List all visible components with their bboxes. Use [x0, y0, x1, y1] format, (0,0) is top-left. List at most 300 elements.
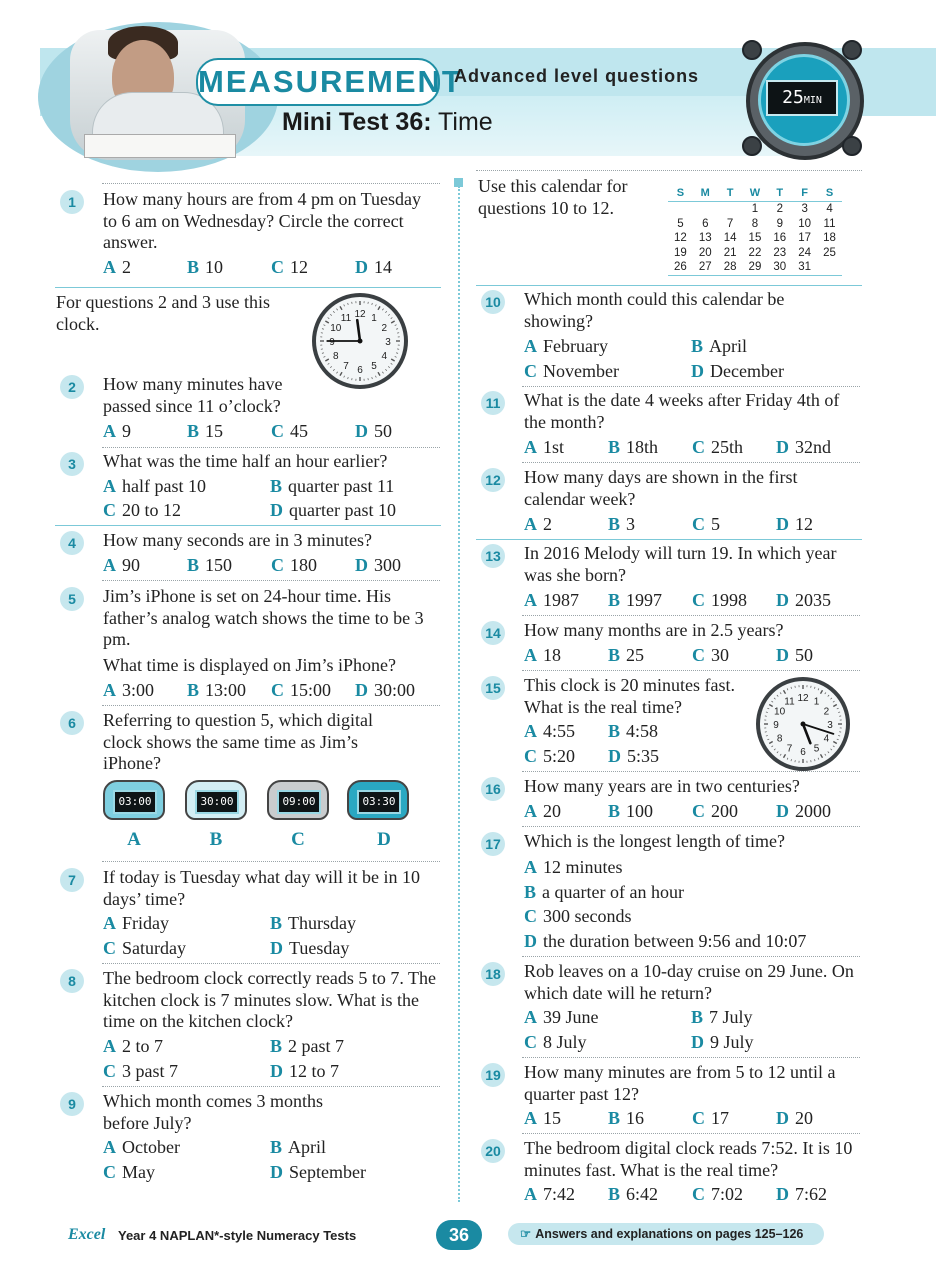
- option-b[interactable]: B 13:00: [187, 680, 247, 700]
- calendar-day-header: F: [792, 186, 817, 202]
- mini-test-label: Mini Test 36:: [282, 108, 432, 136]
- divider: [522, 956, 860, 957]
- clock-number: 12: [797, 693, 809, 704]
- clock-number: 4: [823, 733, 830, 745]
- question-text: How many days are shown in the first calendar week?: [524, 467, 798, 509]
- option-c[interactable]: C 300 seconds: [524, 906, 632, 926]
- option-b[interactable]: B 15: [187, 421, 224, 441]
- calendar-date-cell: 20: [698, 246, 712, 259]
- clock-tick: [348, 377, 349, 379]
- clock-tick: [825, 692, 826, 694]
- option-b[interactable]: B 150: [187, 555, 233, 575]
- clock-label: A: [127, 829, 141, 850]
- clock-tick: [325, 321, 328, 323]
- mini-test-topic: Time: [431, 108, 493, 136]
- question-number: 4: [60, 531, 84, 555]
- option-d[interactable]: D the duration between 9:56 and 10:07: [524, 931, 807, 951]
- question-number: 14: [481, 621, 505, 645]
- clock-tick: [348, 303, 349, 305]
- clock-number: 11: [340, 312, 352, 324]
- question-text: How many seconds are in 3 minutes?: [103, 530, 372, 550]
- calendar-date-cell: [693, 202, 718, 217]
- clock-tick: [322, 329, 324, 330]
- option-d[interactable]: D 12: [776, 514, 813, 534]
- option-c[interactable]: C 3 past 7: [103, 1061, 178, 1081]
- calendar-week-row: [668, 260, 842, 275]
- option-a[interactable]: A 2 to 7: [103, 1036, 164, 1056]
- timer-unit: MIN: [803, 95, 822, 106]
- answers-note: [508, 1223, 824, 1245]
- option-d[interactable]: D 20: [776, 1108, 813, 1128]
- clock-tick: [787, 688, 788, 690]
- clock-number: 2: [823, 706, 830, 718]
- calendar-header-row: [668, 186, 842, 202]
- clock-tick: [322, 353, 324, 354]
- clock-number: 7: [786, 743, 793, 755]
- option-d[interactable]: D 2035: [776, 590, 831, 610]
- clock-number: 8: [332, 351, 339, 362]
- digital-clock-d[interactable]: [347, 780, 409, 824]
- option-a[interactable]: A 7:42: [524, 1184, 576, 1204]
- clock-tick: [767, 739, 769, 740]
- option-d[interactable]: D 7:62: [776, 1184, 828, 1204]
- analog-clock-q2: [312, 293, 408, 389]
- calendar-week-row: [668, 202, 842, 217]
- calendar-date-cell: 14: [723, 232, 737, 245]
- option-c[interactable]: C 180: [271, 555, 317, 575]
- option-d[interactable]: D September: [270, 1162, 366, 1182]
- clock-number: 2: [381, 323, 388, 334]
- clock-tick: [382, 309, 383, 311]
- question-number: 1: [60, 190, 84, 214]
- option-a[interactable]: A 39 June: [524, 1007, 599, 1027]
- clock-tick: [396, 329, 398, 330]
- option-a[interactable]: A 15: [524, 1108, 561, 1128]
- calendar-date-cell: 17: [798, 232, 812, 245]
- calendar-date-cell: 22: [748, 246, 762, 259]
- question-number: 5: [60, 587, 84, 611]
- clock-tick: [833, 705, 836, 707]
- clock-tick: [837, 708, 839, 709]
- clock-tick: [830, 749, 831, 750]
- option-b[interactable]: B 10: [187, 257, 224, 277]
- question-text: How many months are in 2.5 years?: [524, 620, 784, 640]
- section-divider: [55, 525, 441, 526]
- option-d[interactable]: D 14: [355, 257, 392, 277]
- option-a[interactable]: A 9: [103, 421, 131, 441]
- clock-tick: [818, 688, 819, 690]
- instruction-text: For questions 2 and 3 use this clock.: [56, 292, 270, 334]
- clock-tick: [784, 690, 786, 693]
- clock-face: [316, 297, 404, 385]
- clock-tick: [323, 325, 325, 326]
- calendar-date-cell: [668, 202, 693, 217]
- option-d[interactable]: D Tuesday: [270, 938, 350, 958]
- option-c[interactable]: C 20 to 12: [103, 500, 182, 520]
- option-a[interactable]: A 18: [524, 645, 561, 665]
- calendar-date-cell: 24: [798, 246, 812, 259]
- calendar-date-cell: 27: [693, 260, 718, 275]
- student-book: [84, 134, 236, 158]
- option-b[interactable]: B Thursday: [270, 913, 356, 933]
- clock-tick: [388, 314, 389, 315]
- clock-tick: [336, 309, 337, 311]
- option-c[interactable]: C November: [524, 361, 619, 381]
- column-divider: [458, 186, 460, 1202]
- clock-tick: [375, 376, 376, 378]
- clock-tick: [333, 369, 334, 370]
- clock-center: [358, 339, 363, 344]
- option-a[interactable]: A February: [524, 336, 608, 356]
- question-number: 17: [481, 832, 505, 856]
- calendar-date-cell: 31: [792, 260, 817, 275]
- option-c[interactable]: C 5:20: [524, 746, 576, 766]
- option-a[interactable]: A October: [103, 1137, 180, 1157]
- calendar: [668, 186, 842, 276]
- option-d[interactable]: D 9 July: [691, 1032, 754, 1052]
- clock-tick: [825, 754, 826, 756]
- calendar-date-cell: [718, 202, 743, 217]
- option-a[interactable]: A 20: [524, 801, 561, 821]
- option-b[interactable]: B 6:42: [608, 1184, 659, 1204]
- option-d[interactable]: D 30:00: [355, 680, 416, 700]
- question-number: 8: [60, 969, 84, 993]
- clock-tick: [385, 369, 386, 370]
- question-text: How many minutes have passed since 11 o’clock?: [103, 374, 283, 416]
- clock-tick: [391, 321, 394, 323]
- option-d[interactable]: D 32nd: [776, 437, 831, 457]
- section-divider: [476, 285, 862, 286]
- question-text: How many hours are from 4 pm on Tuesday to 6 am on Wednesday? Circle the correct answer.: [103, 189, 421, 252]
- option-a[interactable]: A half past 10: [103, 476, 206, 496]
- divider: [102, 1086, 440, 1087]
- timer-knob: [842, 136, 862, 156]
- question-number: 20: [481, 1139, 505, 1163]
- option-a[interactable]: A 3:00: [103, 680, 155, 700]
- question-number: 11: [481, 391, 505, 415]
- divider: [522, 771, 860, 772]
- calendar-date-cell: 29: [743, 260, 768, 275]
- clock-tick: [372, 377, 373, 379]
- calendar-date-cell: [817, 260, 842, 275]
- question-text: Which month could this calendar be showing?: [524, 289, 785, 331]
- question-text: This clock is 20 minutes fast. What is the real time?: [524, 675, 735, 717]
- option-b[interactable]: B April: [270, 1137, 327, 1157]
- clock-number: 1: [813, 696, 820, 708]
- question-text: Which is the longest length of time?: [524, 831, 785, 851]
- question-text-2: What time is displayed on Jim’s iPhone?: [103, 655, 396, 675]
- calendar-date-cell: 26: [668, 260, 693, 275]
- option-b[interactable]: B quarter past 11: [270, 476, 395, 496]
- calendar-date-cell: 7: [726, 217, 734, 230]
- calendar-day-header: W: [743, 186, 768, 202]
- question-number: 19: [481, 1063, 505, 1087]
- clock-tick: [828, 695, 829, 696]
- divider: [102, 705, 440, 706]
- answers-text: Answers and explanations on pages 125–126: [535, 1227, 804, 1241]
- calendar-date-cell: 30: [767, 260, 792, 275]
- digital-clock-a[interactable]: [103, 780, 165, 824]
- option-c[interactable]: C 25th: [692, 437, 744, 457]
- clock-label: C: [291, 829, 305, 850]
- question-number: 18: [481, 962, 505, 986]
- clock-tick: [323, 356, 325, 357]
- option-b[interactable]: B 100: [608, 801, 654, 821]
- clock-tick: [838, 735, 840, 736]
- option-a[interactable]: A 2: [103, 257, 131, 277]
- clock-number: 10: [330, 323, 342, 334]
- clock-tick: [814, 759, 815, 761]
- question-text: In 2016 Melody will turn 19. In which year was she born?: [524, 543, 837, 585]
- option-c[interactable]: C 200: [692, 801, 738, 821]
- question-number: 15: [481, 676, 505, 700]
- clock-tick: [818, 758, 819, 760]
- clock-tick: [385, 311, 386, 312]
- clock-tick: [372, 303, 373, 305]
- option-d[interactable]: D 12 to 7: [270, 1061, 340, 1081]
- clock-tick: [833, 701, 835, 702]
- question-text: Referring to question 5, which digital clock shows the same time as Jim’s iPhone?: [103, 710, 373, 773]
- question-number: 13: [481, 544, 505, 568]
- calendar-date-cell: 9: [776, 217, 783, 230]
- calendar-week-row: [668, 217, 842, 232]
- calendar-day-header: T: [718, 186, 743, 202]
- divider: [522, 386, 860, 387]
- timer-value: 25: [782, 87, 804, 108]
- calendar-day-header: S: [817, 186, 842, 202]
- clock-tick: [388, 366, 389, 367]
- option-c[interactable]: C May: [103, 1162, 155, 1182]
- clock-tick: [391, 317, 393, 318]
- question-text: What is the date 4 weeks after Friday 4th of the month?: [524, 390, 840, 432]
- question-text: How many years are in two centuries?: [524, 776, 800, 796]
- clock-tick: [774, 749, 775, 750]
- clock-tick: [791, 759, 792, 761]
- question-number: 12: [481, 468, 505, 492]
- question-text: The bedroom digital clock reads 7:52. It is 10 minutes fast. What is the real time?: [524, 1138, 853, 1180]
- calendar-date-cell: 13: [698, 232, 712, 245]
- divider: [102, 447, 440, 448]
- option-a[interactable]: A 1st: [524, 437, 565, 457]
- calendar-week-row: [668, 231, 842, 246]
- calendar-date-cell: 5: [677, 217, 684, 230]
- digital-clock-c[interactable]: [267, 780, 329, 824]
- clock-number: 5: [813, 743, 820, 755]
- digital-clock-display: 03:00: [113, 790, 157, 814]
- calendar-date-cell: 6: [702, 217, 709, 230]
- option-c[interactable]: C Saturday: [103, 938, 186, 958]
- divider: [522, 615, 860, 616]
- option-b[interactable]: B 25: [608, 645, 645, 665]
- option-b[interactable]: B 4:58: [608, 721, 659, 741]
- option-b[interactable]: B a quarter of an hour: [524, 882, 684, 902]
- calendar-day-header: T: [767, 186, 792, 202]
- clock-tick: [814, 687, 815, 689]
- question-text: How many minutes are from 5 to 12 until a quarter past 12?: [524, 1062, 836, 1104]
- clock-number: 5: [371, 361, 377, 373]
- digital-clock-b[interactable]: [185, 780, 247, 824]
- clock-tick: [838, 712, 840, 713]
- question-number: 2: [60, 375, 84, 399]
- option-b[interactable]: B 3: [608, 514, 636, 534]
- clock-tick: [777, 695, 778, 696]
- hour-hand: [357, 320, 360, 341]
- calendar-date-cell: 16: [773, 232, 787, 245]
- question-number: 7: [60, 868, 84, 892]
- calendar-date-cell: 19: [674, 246, 687, 259]
- option-b[interactable]: B 7 July: [691, 1007, 753, 1027]
- section-divider: [476, 539, 862, 540]
- timer-knob: [742, 40, 762, 60]
- clock-tick: [328, 317, 330, 318]
- divider: [102, 963, 440, 964]
- clock-tick: [777, 751, 778, 752]
- question-number: 6: [60, 711, 84, 735]
- calendar-date-cell: 10: [798, 217, 812, 230]
- question-text: If today is Tuesday what day will it be in 10 days’ time?: [103, 867, 420, 909]
- clock-tick: [771, 746, 773, 747]
- clock-tick: [382, 372, 383, 374]
- calendar-date-cell: 18: [823, 232, 836, 245]
- clock-tick: [336, 372, 337, 374]
- option-c[interactable]: C 7:02: [692, 1184, 744, 1204]
- question-text: What was the time half an hour earlier?: [103, 451, 388, 471]
- option-b[interactable]: B 2 past 7: [270, 1036, 345, 1056]
- option-b[interactable]: B 18th: [608, 437, 659, 457]
- divider: [522, 462, 860, 463]
- clock-tick: [828, 751, 829, 752]
- question-number: 10: [481, 290, 505, 314]
- clock-tick: [787, 758, 788, 760]
- option-c[interactable]: C 15:00: [271, 680, 332, 700]
- clock-tick: [771, 701, 773, 702]
- divider: [102, 580, 440, 581]
- clock-tick: [395, 356, 397, 357]
- calendar-grid: [668, 186, 842, 276]
- calendar-date-cell: 11: [823, 217, 836, 230]
- calendar-week-row: [668, 246, 842, 261]
- clock-number: 4: [381, 351, 388, 362]
- divider: [522, 826, 860, 827]
- clock-tick: [784, 754, 786, 757]
- question-number: 9: [60, 1092, 84, 1116]
- clock-tick: [340, 306, 342, 309]
- clock-number: 3: [385, 337, 391, 348]
- clock-tick: [780, 754, 781, 756]
- clock-tick: [767, 708, 769, 709]
- clock-number: 1: [371, 312, 377, 324]
- clock-tick: [769, 705, 772, 707]
- option-d[interactable]: D December: [691, 361, 784, 381]
- clock-tick: [833, 746, 835, 747]
- clock-tick: [391, 363, 393, 364]
- option-c[interactable]: C 8 July: [524, 1032, 587, 1052]
- option-c[interactable]: C 1998: [692, 590, 747, 610]
- option-c[interactable]: C 12: [271, 257, 308, 277]
- clock-number: 11: [784, 696, 795, 708]
- calendar-date-cell: 4: [826, 203, 833, 216]
- option-c[interactable]: C 45: [271, 421, 308, 441]
- divider: [102, 861, 440, 862]
- section-divider: [55, 287, 441, 288]
- option-b[interactable]: B 1997: [608, 590, 663, 610]
- option-b[interactable]: B 16: [608, 1108, 645, 1128]
- option-d[interactable]: D 50: [355, 421, 392, 441]
- calendar-date-cell: 2: [776, 203, 783, 216]
- option-a[interactable]: A Friday: [103, 913, 169, 933]
- divider: [522, 1133, 860, 1134]
- option-c[interactable]: C 5: [692, 514, 720, 534]
- footer-book-title: Year 4 NAPLAN*-style Numeracy Tests: [118, 1228, 357, 1243]
- calendar-day-header: M: [693, 186, 718, 202]
- option-a[interactable]: A 2: [524, 514, 552, 534]
- clock-tick: [766, 735, 768, 736]
- option-c[interactable]: C 17: [692, 1108, 729, 1128]
- option-a[interactable]: A 1987: [524, 590, 579, 610]
- clock-tick: [375, 304, 376, 306]
- clock-tick: [830, 698, 831, 699]
- section-title: MEASUREMENT: [196, 58, 440, 106]
- divider: [476, 170, 862, 171]
- option-a[interactable]: A 4:55: [524, 721, 576, 741]
- clock-number: 6: [800, 747, 806, 758]
- clock-number: 9: [773, 720, 779, 731]
- clock-center: [801, 722, 806, 727]
- option-d[interactable]: D 300: [355, 555, 401, 575]
- clock-number: 9: [329, 337, 335, 348]
- option-d[interactable]: D 2000: [776, 801, 831, 821]
- option-d[interactable]: D 5:35: [608, 746, 660, 766]
- clock-tick: [328, 363, 330, 364]
- option-d[interactable]: D 50: [776, 645, 813, 665]
- clock-tick: [344, 304, 345, 306]
- clock-tick: [780, 692, 781, 694]
- divider: [522, 1057, 860, 1058]
- calendar-date-cell: 21: [723, 246, 737, 259]
- question-text: Jim’s iPhone is set on 24-hour time. His father’s analog watch shows the time to be 3 pm.: [103, 586, 424, 649]
- clock-tick: [766, 712, 768, 713]
- option-a[interactable]: A 90: [103, 555, 140, 575]
- timer-knob: [742, 136, 762, 156]
- pointing-hand-icon: ☞: [520, 1227, 532, 1241]
- clock-tick: [837, 739, 839, 740]
- clock-face: [760, 681, 846, 767]
- clock-tick: [821, 754, 823, 757]
- option-c[interactable]: C 30: [692, 645, 729, 665]
- calendar-day-header: S: [668, 186, 693, 202]
- clock-tick: [769, 742, 772, 744]
- calendar-date-cell: 1: [751, 203, 759, 216]
- option-b[interactable]: B April: [691, 336, 748, 356]
- clock-number: 6: [357, 365, 363, 376]
- analog-clock-q15: [756, 677, 850, 771]
- calendar-date-cell: 12: [674, 232, 687, 245]
- clock-number: 10: [774, 706, 786, 718]
- clock-tick: [821, 690, 823, 693]
- clock-number: 12: [354, 309, 366, 320]
- calendar-date-cell: 15: [748, 232, 762, 245]
- divider: [102, 183, 440, 184]
- question-text: Rob leaves on a 10-day cruise on 29 June. On which date will he return?: [524, 961, 854, 1003]
- clock-tick: [774, 698, 775, 699]
- option-d[interactable]: D quarter past 10: [270, 500, 396, 520]
- clock-tick: [396, 353, 398, 354]
- clock-tick: [791, 687, 792, 689]
- brand-logo: Excel: [68, 1226, 106, 1243]
- clock-number: 3: [827, 720, 833, 731]
- divider: [522, 670, 860, 671]
- option-a[interactable]: A 12 minutes: [524, 857, 623, 877]
